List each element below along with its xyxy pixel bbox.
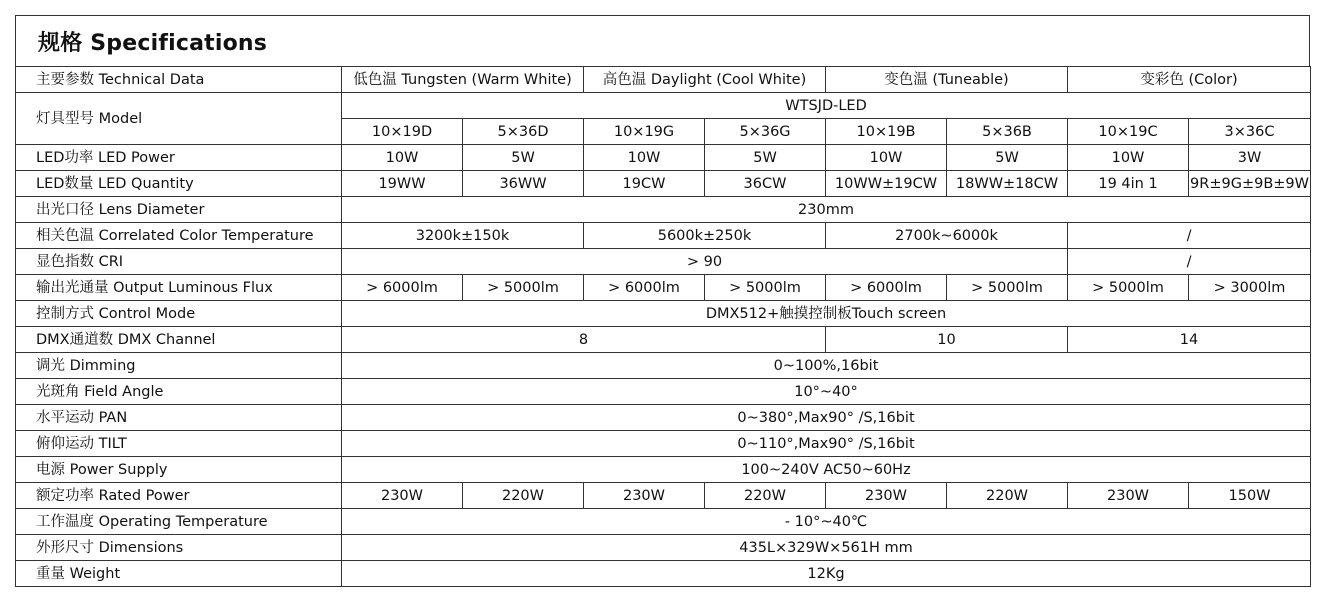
row-label: 重量 Weight <box>16 561 342 587</box>
table-cell: 10W <box>826 145 947 171</box>
table-cell: 2700k~6000k <box>826 223 1068 249</box>
table-cell: 9R±9G±9B±9W <box>1189 171 1311 197</box>
table-cell: > 90 <box>342 249 1068 275</box>
table-cell: 19CW <box>584 171 705 197</box>
table-cell: 230W <box>826 483 947 509</box>
table-cell: 10°~40° <box>342 379 1311 405</box>
table-cell: > 5000lm <box>947 275 1068 301</box>
table-row <box>16 223 1311 249</box>
title-bar <box>15 15 1310 66</box>
row-label: 控制方式 Control Mode <box>16 301 342 327</box>
table-row <box>16 171 1311 197</box>
table-row <box>16 353 1311 379</box>
table-cell: > 6000lm <box>584 275 705 301</box>
spec-table-body <box>16 67 1311 587</box>
table-row <box>16 431 1311 457</box>
table-cell: 8 <box>342 327 826 353</box>
table-row <box>16 249 1311 275</box>
row-label: 电源 Power Supply <box>16 457 342 483</box>
table-cell: > 5000lm <box>705 275 826 301</box>
table-cell: 10 <box>826 327 1068 353</box>
table-row <box>16 301 1311 327</box>
table-row <box>16 509 1311 535</box>
table-header-row <box>16 67 1311 93</box>
table-cell: > 3000lm <box>1189 275 1311 301</box>
model-label: 灯具型号 Model <box>16 93 342 145</box>
table-cell: 5W <box>463 145 584 171</box>
header-group-color: 变彩色 (Color) <box>1068 67 1311 93</box>
header-group-warm: 低色温 Tungsten (Warm White) <box>342 67 584 93</box>
page-title: 规格 Specifications <box>38 30 268 56</box>
table-row <box>16 275 1311 301</box>
table-row <box>16 327 1311 353</box>
row-label: DMX通道数 DMX Channel <box>16 327 342 353</box>
row-label: LED数量 LED Quantity <box>16 171 342 197</box>
header-group-cool: 高色温 Daylight (Cool White) <box>584 67 826 93</box>
model-variant: 10×19G <box>584 119 705 145</box>
row-label: 出光口径 Lens Diameter <box>16 197 342 223</box>
row-label: 调光 Dimming <box>16 353 342 379</box>
table-cell: > 5000lm <box>463 275 584 301</box>
spec-sheet <box>15 15 1310 587</box>
row-label: 显色指数 CRI <box>16 249 342 275</box>
table-row <box>16 561 1311 587</box>
table-cell: 10W <box>1068 145 1189 171</box>
table-cell: 220W <box>705 483 826 509</box>
row-label: 俯仰运动 TILT <box>16 431 342 457</box>
table-cell: DMX512+触摸控制板Touch screen <box>342 301 1311 327</box>
table-cell: 19 4in 1 <box>1068 171 1189 197</box>
row-label: 光斑角 Field Angle <box>16 379 342 405</box>
table-cell: 3W <box>1189 145 1311 171</box>
model-row <box>16 93 1311 119</box>
model-variant: 5×36B <box>947 119 1068 145</box>
row-label: 工作温度 Operating Temperature <box>16 509 342 535</box>
table-cell: 100~240V AC50~60Hz <box>342 457 1311 483</box>
table-cell: / <box>1068 223 1311 249</box>
table-cell: 3200k±150k <box>342 223 584 249</box>
table-cell: 36WW <box>463 171 584 197</box>
table-cell: 230W <box>584 483 705 509</box>
table-cell: 10W <box>342 145 463 171</box>
row-label: 输出光通量 Output Luminous Flux <box>16 275 342 301</box>
table-cell: 0~110°,Max90° /S,16bit <box>342 431 1311 457</box>
header-group-tuneable: 变色温 (Tuneable) <box>826 67 1068 93</box>
row-label: 相关色温 Correlated Color Temperature <box>16 223 342 249</box>
table-cell: 230W <box>342 483 463 509</box>
table-cell: 14 <box>1068 327 1311 353</box>
row-label: 水平运动 PAN <box>16 405 342 431</box>
table-cell: 10WW±19CW <box>826 171 947 197</box>
table-cell: / <box>1068 249 1311 275</box>
table-cell: > 6000lm <box>826 275 947 301</box>
table-cell: 36CW <box>705 171 826 197</box>
table-cell: 12Kg <box>342 561 1311 587</box>
table-row <box>16 405 1311 431</box>
table-cell: 18WW±18CW <box>947 171 1068 197</box>
table-row <box>16 535 1311 561</box>
model-variant: 10×19C <box>1068 119 1189 145</box>
table-cell: 5W <box>705 145 826 171</box>
table-cell: 230W <box>1068 483 1189 509</box>
model-variant: 5×36D <box>463 119 584 145</box>
table-cell: 220W <box>947 483 1068 509</box>
table-cell: 220W <box>463 483 584 509</box>
table-row <box>16 457 1311 483</box>
table-cell: 230mm <box>342 197 1311 223</box>
row-label: 额定功率 Rated Power <box>16 483 342 509</box>
table-row <box>16 197 1311 223</box>
table-cell: 435L×329W×561H mm <box>342 535 1311 561</box>
model-variant: 5×36G <box>705 119 826 145</box>
table-cell: 0~380°,Max90° /S,16bit <box>342 405 1311 431</box>
table-cell: 150W <box>1189 483 1311 509</box>
table-row <box>16 379 1311 405</box>
row-label: LED功率 LED Power <box>16 145 342 171</box>
table-cell: 0~100%,16bit <box>342 353 1311 379</box>
table-cell: > 5000lm <box>1068 275 1189 301</box>
row-label: 外形尺寸 Dimensions <box>16 535 342 561</box>
table-row <box>16 145 1311 171</box>
table-cell: - 10°~40℃ <box>342 509 1311 535</box>
model-variant: 3×36C <box>1189 119 1311 145</box>
table-cell: > 6000lm <box>342 275 463 301</box>
model-name: WTSJD-LED <box>342 93 1311 119</box>
table-cell: 19WW <box>342 171 463 197</box>
model-variant: 10×19B <box>826 119 947 145</box>
table-row <box>16 483 1311 509</box>
table-cell: 5600k±250k <box>584 223 826 249</box>
table-cell: 10W <box>584 145 705 171</box>
spec-table <box>15 66 1311 587</box>
header-label: 主要参数 Technical Data <box>16 67 342 93</box>
model-variant: 10×19D <box>342 119 463 145</box>
table-cell: 5W <box>947 145 1068 171</box>
